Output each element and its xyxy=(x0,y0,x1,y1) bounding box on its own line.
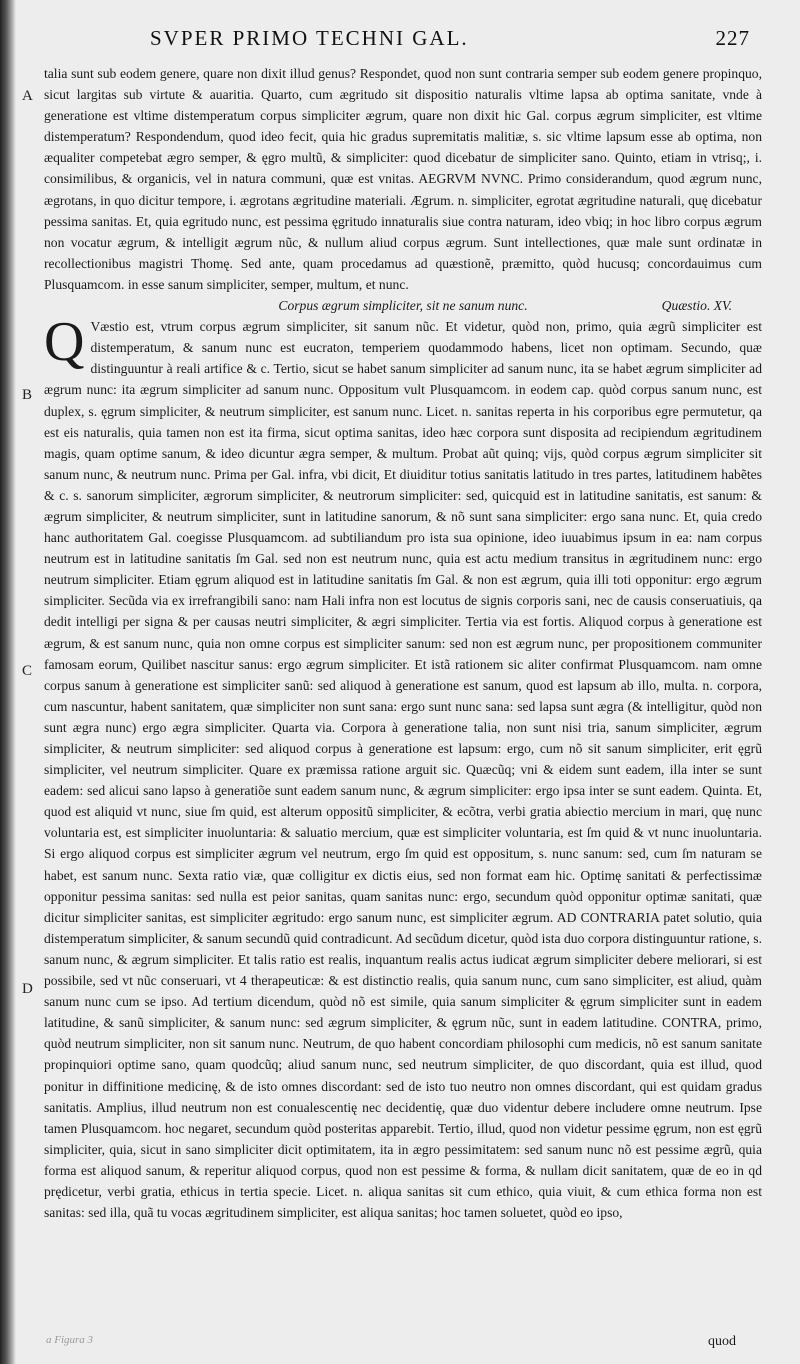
book-gutter-shadow xyxy=(0,0,16,1364)
question-title: Corpus ægrum simpliciter, sit ne sanum nunc. xyxy=(278,298,528,314)
running-header xyxy=(150,26,750,51)
margin-letter-b: B xyxy=(22,387,33,403)
text-column xyxy=(44,63,762,1223)
question-label: Quæstio. XV. xyxy=(661,298,732,314)
question-body: Væstio est, vtrum corpus ægrum simpliciter, sit sanum nũc. Et videtur, quòd non, primo, quia ægrũ simpliciter est distemperatum, & sanum nunc est eucraton, temperiem quodammodo habens, licet non optimam. Secundo, quæ distinguuntur à reali artifice & c. Tertio, sicut se habet sanum simpliciter ad sanum nunc, ita se habet ægrum simpliciter ad ægrum nunc: ita ægrum simpliciter ad sanum nunc. Oppositum vult Plusquamcom. in eodem cap. quòd corpus sanum nunc, est duplex, s. ęgrum simpliciter, & neutrum simpliciter, est sanum nunc. Licet. n. sanitas reperta in his corporibus egre permutetur, qa est eis naturalis, quia tamen non est ita firma, sicut optima sanitas, ideo hæc corpora sunt disposita ad recipiendum ægritudinem magis, quam optime sanum, & ideo dicuntur ægra semper, & multum. Probat aũt quinq; vijs, quòd corpus ægrum simpliciter sit sanum nunc, & neutrum nunc. Prima per Gal. infra, vbi dicit, Et diuiditur totius sanitatis latitudo in tres partes, latitudinem habẽtes & c. s. sanorum simpliciter, ægrorum simpliciter, & neutrorum simpliciter: sed, quicquid est in latitudine sanitatis, est sanum: & ægrum simpliciter, & neutrum simpliciter, sunt in latitudine sanorum, & nõ sunt sana simpliciter: ergo sana nunc. Et, quia credo hanc authoritatem Gal. coegisse Plusquamcom. ad subtiliandum pro ista sua opinione, ideo iuuabimus ipsum in ea: nam corpus neutrum est in latitudine sanitatis ſm Gal. sed non est neutrum nunc, quia est actu medium transitus in ægritudinem nunc: ergo neutrum simpliciter. Etiam ęgrum aliquod est in latitudine sanitatis ſm Gal. & non est ægrum, quia illi toti opponitur: ergo ægrum simpliciter. Secũda via ex irrefrangibili sano: nam Hali infra non est locutus de signis corporis sani, nec de causis conseruatiuis, qa dedit intelligi per signa & per causas neutri simpliciter, & ægri simpliciter. Tertia via est fortis. Aliquod corpus à generatione est ægrum, & est sanum nunc, quia non omne corpus est simpliciter sanum: sed non est ægrum nunc, per propositionem communiter famosam eorum, Quilibet nascitur sanus: ergo ægrum simpliciter. Et istã rationem sic aliter confirmat Plusquamcom. nam omne corpus sanum à generatione est simpliciter sanũ: sed aliquod à generatione est sanum, quod est lapsum ab illo, multa. n. corpora, cum nascuntur, habent sanitatem, quæ simpliciter non sunt sana: ergo sunt nunc sana: sed lapsa sunt ægra (& intelligitur, quòd non sunt ægra nunc) ergo ægra simpliciter. Quarta via. Corpora à generatione talia, non sunt nisi tria, sanum simpliciter, ægrum simpliciter, & neutrum simpliciter: sed aliquod corpus à generatione est lapsum: ergo, cum nõ sit sanum simpliciter, erit ęgrũ simpliciter, vel neutrum simpliciter. Quare ex præmissa ratione arguit sic. Quæcũq; vni & eidem sunt eadem, illa inter se sunt eadem: sed alicui sano lapso à generatiõe sunt eadem sanum nunc, & ægrum simpliciter: ergo ipsa inter se sunt eadem. Quinta. Et, quod est aliquid vt nunc, siue ſm quid, est alterum oppositũ simpliciter, & ecõtra, verbi gratia abiectio mercium in mari, quę nunc voluntaria est, est simpliciter inuoluntaria: & saluatio mercium, quæ est simpliciter voluntaria, est ſm quid & vt nunc inuoluntaria. Si ergo aliquod corpus est simpliciter ægrum vel neutrum, ergo ſm quid est oppositum, s. nunc sanum: sed, cum ſm naturam se habet, est sanum nunc. Sexta ratio viæ, quæ colligitur ex dictis eius, sed non format eam hic. Optimę sanitati & perfectissimæ opponitur pessima sanitas: sed nulla est peior sanitas, quam sanitas nunc: ergo, secundum quòd opponitur optimæ sanitati, quæ dicitur simpliciter sanitas, est simpliciter ægritudo: ergo sanum nunc, est simpliciter ægrum. AD CONTRARIA patet solutio, quia distemperatum simpliciter, & sanum secundũ quid contradicunt. Ad secũdum dicetur, quòd ista duo corpora distinguuntur ratione, s. sanum nunc, & ægrum simpliciter. Et talis ratio est realis, inquantum realis actus iudicat ægrum simpliciter debere meliorari, si est possibile, sed vt nũc conseruari, vt 4 therapeuticæ: & est distinctio realis, quia sanum nunc, cum sano simpliciter, est aliud, quàm sanum nunc cum se ipso. Ad tertium dicendum, quòd nõ est simile, quia sanum simpliciter & ęgrum simpliciter sunt in eadem latitudine, & sanũ simpliciter, & sanum nunc: sed ægrum simpliciter, & ęgrum nũc, sunt in eadem latitudine. CONTRA, primo, quòd neutrum simpliciter, non sit sanum nunc. Neutrum, de quo habent concordiam philosophi cum medicis, nõ est sanum sanitate propinquiori optime sano, quam quodcũq; aliud sanum nunc, sed neutrum simpliciter, de quo discordant, quia est illud, quod ponitur in diffinitione medicinę, & de isto omnes discordant: sed de isto tuo neutro non omnes discordant, qui est quidam gradus sanitatis. Amplius, illud neutrum non est conualescentię nec decidentię, quæ duo videntur debere includere omne neutrum. Ipse tamen Plusquamcom. hoc negaret, secundum quòd posteritas apparebit. Tertio, illud, quod non videtur pessime ęgrum, non est ęgrũ simpliciter, quia, sicut in sano simpliciter dicit optimitatem, ita in ægro pessimitatem: sed sanum nunc nõ est pessime ægrũ, quia forma est aliquod sanum, & reperitur aliquod corpus, quod non est pessime & forma, & nullam dicit sanitatem, quæ de eo in qd prędicetur, verbi gratia, ethicus in tertia specie. Licet. n. aliqua sanitas sit cum ethico, quia viuit, & cum ethica forma non est sanitas: sed illa, quã tu vocas ægritudinem simpliciter, est aliqua sanitas; hoc tamen soluetet, quòd eo ipso, xyxy=(44,319,762,1221)
paragraph-commentary: talia sunt sub eodem genere, quare non dixit illud genus? Respondet, quod non sunt contraria semper sub eodem genere propinquo, sicut largitas sub virtute & auaritia. Quarto, cum ægritudo sit dispositio naturalis vltime lapsa ab optima sanitate, vnde à generatione est vltime distemperatum corpus simpliciter ægrum, quare non dixit hic Gal. corpus ægrum simpliciter, est vltime distemperatum? Respondendum, quod ideo fecit, quia hic gradus supremitatis malitiæ, s. sic vltime lapsum esse ab optima, non æqualiter competebat ægro semper, & ęgro multũ, & simpliciter: quod dicebatur de simpliciter sano. Quinto, etiam in vtrisq;, i. consimilibus, & organicis, vel in natura communi, quæ est vnitas. AEGRVM NVNC. Primo considerandum, quod ægrum nunc, ægrotans, in quo dicitur tempore, i. ægrotans ægritudine materiali. Ægrum. n. simpliciter, egrotat ægritudine naturali, quę dicebatur pessima sanitas. Et, quia egritudo nunc, est pessima ęgritudo innaturalis siue contra naturam, ideo vbiq; in hoc libro corpus ægrum non vocatur ægrum, & intelligit ægrum nũc, & nullum aliud corpus ægrum. Sunt intellectiones, quæ male sunt ordinatæ in recollectionibus magistri Thomę. Sed ante, quam procedamus ad quæstionẽ, præmitto, quòd hucusq; concordauimus cum Plusquamcom. in esse sanum simpliciter, semper, multum, et nunc. xyxy=(44,66,762,292)
catchword: quod xyxy=(708,1334,736,1349)
running-title: SVPER PRIMO TECHNI GAL. xyxy=(150,26,469,50)
margin-letter-c: C xyxy=(22,663,33,679)
drop-cap: Q xyxy=(44,311,85,374)
question-heading xyxy=(44,295,762,316)
margin-annotation: a Figura 3 xyxy=(46,1334,94,1346)
paragraph-question xyxy=(44,311,762,1223)
page-number: 227 xyxy=(715,26,750,50)
margin-letter-d: D xyxy=(22,981,33,997)
margin-letter-a: A xyxy=(22,88,33,104)
